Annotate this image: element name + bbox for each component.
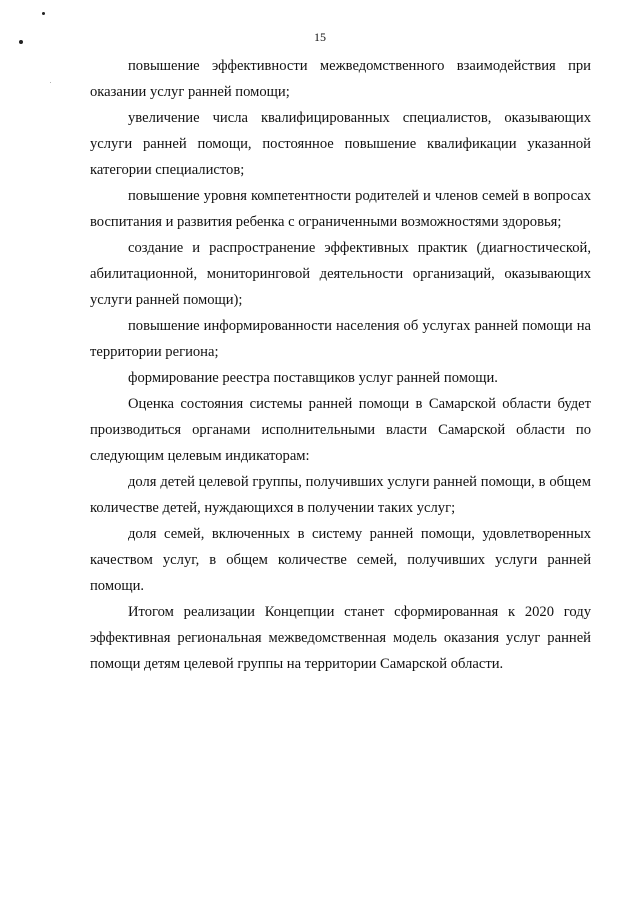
paragraph-parents-competence: повышение уровня компетентности родителей и членов семей в вопросах воспитания и развития ребенка с ограниченными возможностями здоровья; xyxy=(90,188,591,230)
paragraph-provider-registry: формирование реестра поставщиков услуг ранней помощи. xyxy=(128,370,498,386)
paragraph-indicator-families: доля семей, включенных в систему ранней помощи, удовлетворенных качеством услуг, в общем количестве семей, получивших услуги ранней помощи. xyxy=(90,526,591,594)
paragraph-interagency-cooperation: повышение эффективности межведомственного взаимодействия при оказании услуг ранней помощи; xyxy=(90,58,591,100)
scan-speck xyxy=(50,82,51,83)
paragraph-assessment-intro: Оценка состояния системы ранней помощи в Самарской области будет производиться органами исполнительными власти Самарской области по следующим целевым индикаторам: xyxy=(90,396,591,464)
paragraph-effective-practices: создание и распространение эффективных практик (диагностической, абилитационной, мониторинговой деятельности организаций, оказывающих услуги ранней помощи); xyxy=(90,240,591,308)
paragraph-public-awareness: повышение информированности населения об услугах ранней помощи на территории региона; xyxy=(90,318,591,360)
paragraph-concept-result: Итогом реализации Концепции станет сформированная к 2020 году эффективная региональная межведомственная модель оказания услуг ранней помощи детям целевой группы на территории Самарской области. xyxy=(90,604,591,672)
scan-speck xyxy=(42,12,45,15)
paragraph-specialists: увеличение числа квалифицированных специалистов, оказывающих услуги ранней помощи, постоянное повышение квалификации указанной категории специалистов; xyxy=(90,110,591,178)
document-body xyxy=(90,53,591,677)
page-number: 15 xyxy=(314,30,326,44)
paragraph-indicator-children: доля детей целевой группы, получивших услуги ранней помощи, в общем количестве детей, нуждающихся в получении таких услуг; xyxy=(90,474,591,516)
